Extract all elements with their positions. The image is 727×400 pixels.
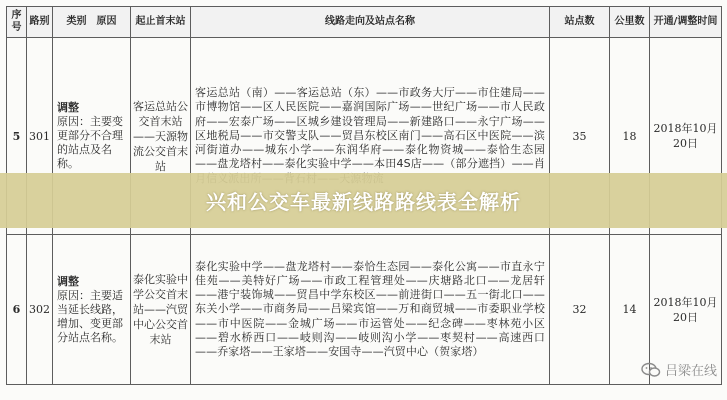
banner-title: 兴和公交车最新线路路线表全解析 bbox=[206, 190, 521, 214]
row-terminals: 泰化实验中学公交首末站——汽贸中心公交首末站 bbox=[131, 235, 191, 385]
row-route: 泰化实验中学——盘龙塔村——泰恰生态园——泰化公寓——市直永宁佳苑——美特好广场——市政工程管理处——庆塘路北口——龙居轩——港宁装饰城——贸昌中学东校区——前进街口——五一街北口——东关小学——市商务局——吕梁宾馆——万和商贸城——市委职业学校——市中医院——金城广场——市运管处——纪念碑——枣林苑小区——碧水桥西口——岐则沟——岐则沟小学——枣契村——高速西口——乔家塔——王家塔——安国寺——汽贸中心（贺家塔） bbox=[191, 235, 550, 385]
row-date: 2018年10月20日 bbox=[650, 235, 722, 385]
row-terminals: 客运总站公交首末站——天源物流公交首末站 bbox=[131, 38, 191, 235]
header-km: 公里数 bbox=[610, 7, 650, 38]
header-type: 类别 原因 bbox=[53, 7, 131, 38]
wechat-icon bbox=[641, 362, 661, 378]
row-line-number: 302 bbox=[27, 235, 53, 385]
row-type-title: 调整 bbox=[57, 274, 79, 288]
row-stop-count: 35 bbox=[550, 38, 610, 235]
header-index: 序号 bbox=[7, 7, 27, 38]
row-route: 客运总站（南）——客运总站（东）——市政务大厅——市住建局——市博物馆——区人民医院——嘉润国际广场——世纪广场——市人民政府——宏泰广场——区城乡建设管理局——新建路口——永宁广场——区地税局——市交警支队——贸昌东校区南门——高石区中医院——滨河街道办——城东小学——东润华府——泰化物资城——泰恰生态园——盘龙塔村——泰化实验中学——本田4S店——（部分遮挡）——肖 bbox=[191, 38, 550, 235]
header-terminals: 起止首末站 bbox=[131, 7, 191, 38]
header-date: 开通/调整时间 bbox=[650, 7, 722, 38]
title-banner bbox=[0, 173, 727, 228]
watermark-text: 吕梁在线 bbox=[664, 364, 717, 379]
row-kilometers: 14 bbox=[610, 235, 650, 385]
row-type-reason: 原因：主要适当延长线路，增加、变更部分站点名称。 bbox=[57, 288, 123, 344]
row-index: 5 bbox=[7, 38, 27, 235]
row-date: 2018年10月20日 bbox=[650, 38, 722, 235]
row-line-number: 301 bbox=[27, 38, 53, 235]
row-type-title: 调整 bbox=[57, 101, 79, 114]
row-stop-count: 32 bbox=[550, 235, 610, 385]
header-line: 路别 bbox=[27, 7, 53, 38]
row-type-reason: 原因：主要变更部分不合理的站点及名称。 bbox=[57, 115, 123, 170]
row-kilometers: 18 bbox=[610, 38, 650, 235]
row-type-cell bbox=[53, 235, 131, 385]
watermark bbox=[641, 360, 717, 379]
table-header-row bbox=[7, 7, 722, 38]
row-index: 6 bbox=[7, 235, 27, 385]
header-stops: 站点数 bbox=[550, 7, 610, 38]
table-row bbox=[7, 235, 722, 385]
header-route: 线路走向及站点名称 bbox=[191, 7, 550, 38]
